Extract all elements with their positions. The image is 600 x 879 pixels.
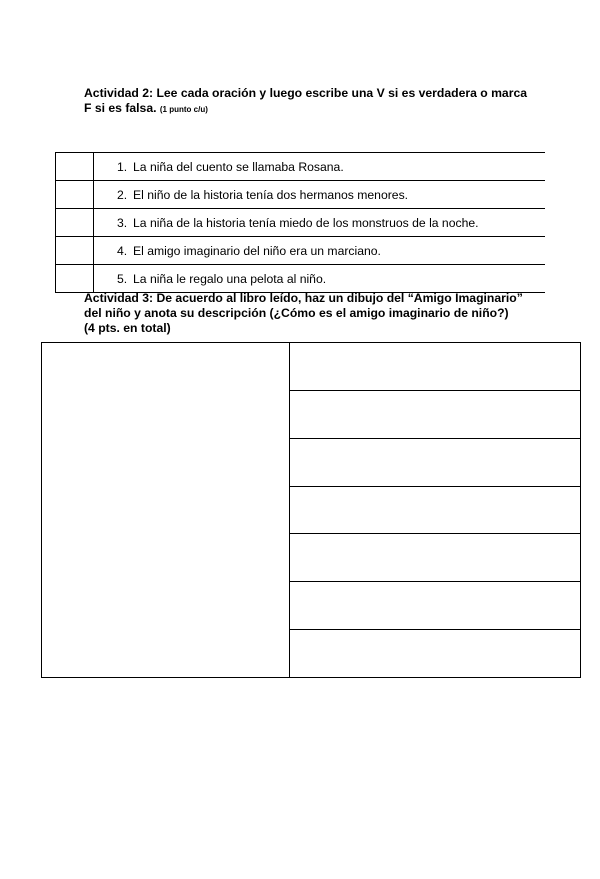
description-line[interactable] xyxy=(290,343,580,391)
statement-text: La niña le regalo una pelota al niño. xyxy=(133,271,327,286)
statement-4 xyxy=(94,237,546,265)
statement-2 xyxy=(94,181,546,209)
description-column xyxy=(290,343,580,677)
statement-text: La niña de la historia tenía miedo de los monstruos de la noche. xyxy=(133,215,479,230)
description-line[interactable] xyxy=(290,439,580,487)
description-line[interactable] xyxy=(290,487,580,535)
statement-text: El amigo imaginario del niño era un marciano. xyxy=(133,243,381,258)
description-line[interactable] xyxy=(290,582,580,630)
table-row xyxy=(56,209,546,237)
answer-cell-2[interactable] xyxy=(56,181,94,209)
activity-2-instructions xyxy=(84,86,534,117)
statement-number: 2. xyxy=(117,187,128,202)
activity-2-points: (1 punto c/u) xyxy=(159,105,208,114)
statement-5 xyxy=(94,265,546,293)
activity-2-instruction-text: Actividad 2: Lee cada oración y luego escribe una V si es verdadera o marca F si es falsa. xyxy=(84,86,527,115)
drawing-box[interactable] xyxy=(42,343,290,677)
description-line[interactable] xyxy=(290,630,580,677)
activity-3-instructions xyxy=(84,291,534,336)
answer-cell-3[interactable] xyxy=(56,209,94,237)
table-row xyxy=(56,153,546,181)
description-line[interactable] xyxy=(290,534,580,582)
statement-number: 4. xyxy=(117,243,128,258)
answer-cell-5[interactable] xyxy=(56,265,94,293)
true-false-table xyxy=(55,152,545,293)
statement-1 xyxy=(94,153,546,181)
description-line[interactable] xyxy=(290,391,580,439)
answer-cell-4[interactable] xyxy=(56,237,94,265)
statement-3 xyxy=(94,209,546,237)
answer-cell-1[interactable] xyxy=(56,153,94,181)
statement-text: La niña del cuento se llamaba Rosana. xyxy=(133,159,344,174)
table-row xyxy=(56,265,546,293)
table-row xyxy=(56,181,546,209)
statement-number: 3. xyxy=(117,215,128,230)
activity-3-line-3: (4 pts. en total) xyxy=(84,321,171,335)
activity-3-line-2: del niño y anota su descripción (¿Cómo es el amigo imaginario de niño?) xyxy=(84,306,509,320)
statement-number: 5. xyxy=(117,271,128,286)
statement-number: 1. xyxy=(117,159,128,174)
drawing-and-description-grid xyxy=(41,342,581,678)
statement-text: El niño de la historia tenía dos hermanos menores. xyxy=(133,187,409,202)
table-row xyxy=(56,237,546,265)
activity-3-line-1: Actividad 3: De acuerdo al libro leído, haz un dibujo del “Amigo Imaginario” xyxy=(84,291,523,305)
